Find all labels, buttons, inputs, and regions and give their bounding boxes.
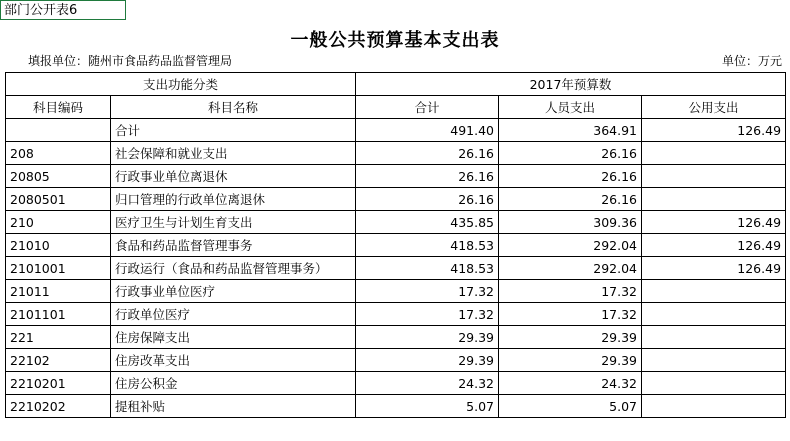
cell-total-amount: 26.16: [356, 142, 499, 165]
cell-subject-name: 住房公积金: [111, 372, 356, 395]
cell-subject-name: 医疗卫生与计划生育支出: [111, 211, 356, 234]
cell-subject-name: 住房保障支出: [111, 326, 356, 349]
cell-public-amount: [642, 280, 786, 303]
cell-person-amount: 29.39: [499, 349, 642, 372]
cell-subject-name: 合计: [111, 119, 356, 142]
header-group-row: [6, 73, 786, 96]
cell-subject-code: 2210202: [6, 395, 111, 418]
table-row: [6, 349, 786, 372]
cell-person-amount: 17.32: [499, 303, 642, 326]
table-row: [6, 234, 786, 257]
table-header: [6, 73, 786, 119]
cell-public-amount: 126.49: [642, 211, 786, 234]
cell-subject-name: 归口管理的行政单位离退休: [111, 188, 356, 211]
cell-person-amount: 17.32: [499, 280, 642, 303]
header-col-code: 科目编码: [6, 96, 111, 119]
cell-public-amount: [642, 349, 786, 372]
header-col-name: 科目名称: [111, 96, 356, 119]
cell-person-amount: 364.91: [499, 119, 642, 142]
cell-public-amount: [642, 372, 786, 395]
cell-total-amount: 29.39: [356, 326, 499, 349]
cell-public-amount: 126.49: [642, 234, 786, 257]
cell-subject-code: 2101101: [6, 303, 111, 326]
cell-person-amount: 5.07: [499, 395, 642, 418]
cell-subject-name: 提租补贴: [111, 395, 356, 418]
form-tag: 部门公开表6: [0, 0, 126, 20]
cell-public-amount: [642, 188, 786, 211]
cell-subject-code: 210: [6, 211, 111, 234]
cell-total-amount: 435.85: [356, 211, 499, 234]
header-col-public: 公用支出: [642, 96, 786, 119]
header-group-functional-classification: 支出功能分类: [6, 73, 356, 96]
cell-subject-name: 行政事业单位离退休: [111, 165, 356, 188]
cell-total-amount: 491.40: [356, 119, 499, 142]
cell-total-amount: 26.16: [356, 188, 499, 211]
cell-subject-code: 21011: [6, 280, 111, 303]
cell-public-amount: 126.49: [642, 257, 786, 280]
cell-total-amount: 26.16: [356, 165, 499, 188]
table-row: [6, 372, 786, 395]
header-col-total: 合计: [356, 96, 499, 119]
cell-total-amount: 17.32: [356, 280, 499, 303]
cell-subject-code: 2210201: [6, 372, 111, 395]
table-row: [6, 142, 786, 165]
cell-subject-name: 食品和药品监督管理事务: [111, 234, 356, 257]
cell-subject-name: 行政运行（食品和药品监督管理事务）: [111, 257, 356, 280]
cell-person-amount: 26.16: [499, 188, 642, 211]
cell-total-amount: 29.39: [356, 349, 499, 372]
cell-person-amount: 29.39: [499, 326, 642, 349]
cell-subject-name: 行政事业单位医疗: [111, 280, 356, 303]
cell-total-amount: 418.53: [356, 234, 499, 257]
reporting-unit-label: 填报单位：随州市食品药品监督管理局: [28, 54, 233, 68]
table-body: [6, 119, 786, 418]
cell-subject-code: 21010: [6, 234, 111, 257]
table-row: [6, 211, 786, 234]
cell-subject-code: 221: [6, 326, 111, 349]
table-row: [6, 257, 786, 280]
cell-total-amount: 5.07: [356, 395, 499, 418]
cell-subject-name: 社会保障和就业支出: [111, 142, 356, 165]
currency-unit-label: 单位：万元: [721, 54, 782, 68]
cell-public-amount: [642, 142, 786, 165]
cell-subject-code: 20805: [6, 165, 111, 188]
cell-public-amount: [642, 395, 786, 418]
meta-row: [0, 52, 790, 70]
cell-person-amount: 292.04: [499, 234, 642, 257]
table-row: [6, 326, 786, 349]
table-row: [6, 119, 786, 142]
cell-subject-code: 2080501: [6, 188, 111, 211]
cell-public-amount: 126.49: [642, 119, 786, 142]
budget-table: [5, 72, 786, 418]
cell-person-amount: 292.04: [499, 257, 642, 280]
cell-subject-code: [6, 119, 111, 142]
cell-person-amount: 24.32: [499, 372, 642, 395]
cell-person-amount: 309.36: [499, 211, 642, 234]
cell-subject-code: 2101001: [6, 257, 111, 280]
table-row: [6, 303, 786, 326]
page-title: 一般公共预算基本支出表: [290, 30, 500, 51]
cell-subject-code: 22102: [6, 349, 111, 372]
table-row: [6, 395, 786, 418]
cell-subject-name: 行政单位医疗: [111, 303, 356, 326]
cell-total-amount: 24.32: [356, 372, 499, 395]
cell-total-amount: 17.32: [356, 303, 499, 326]
table-row: [6, 165, 786, 188]
cell-total-amount: 418.53: [356, 257, 499, 280]
cell-person-amount: 26.16: [499, 165, 642, 188]
cell-public-amount: [642, 165, 786, 188]
cell-public-amount: [642, 303, 786, 326]
table-row: [6, 188, 786, 211]
cell-subject-name: 住房改革支出: [111, 349, 356, 372]
table-row: [6, 280, 786, 303]
header-group-budget-year: 2017年预算数: [356, 73, 786, 96]
cell-subject-code: 208: [6, 142, 111, 165]
cell-person-amount: 26.16: [499, 142, 642, 165]
cell-public-amount: [642, 326, 786, 349]
header-column-row: [6, 96, 786, 119]
header-col-personnel: 人员支出: [499, 96, 642, 119]
